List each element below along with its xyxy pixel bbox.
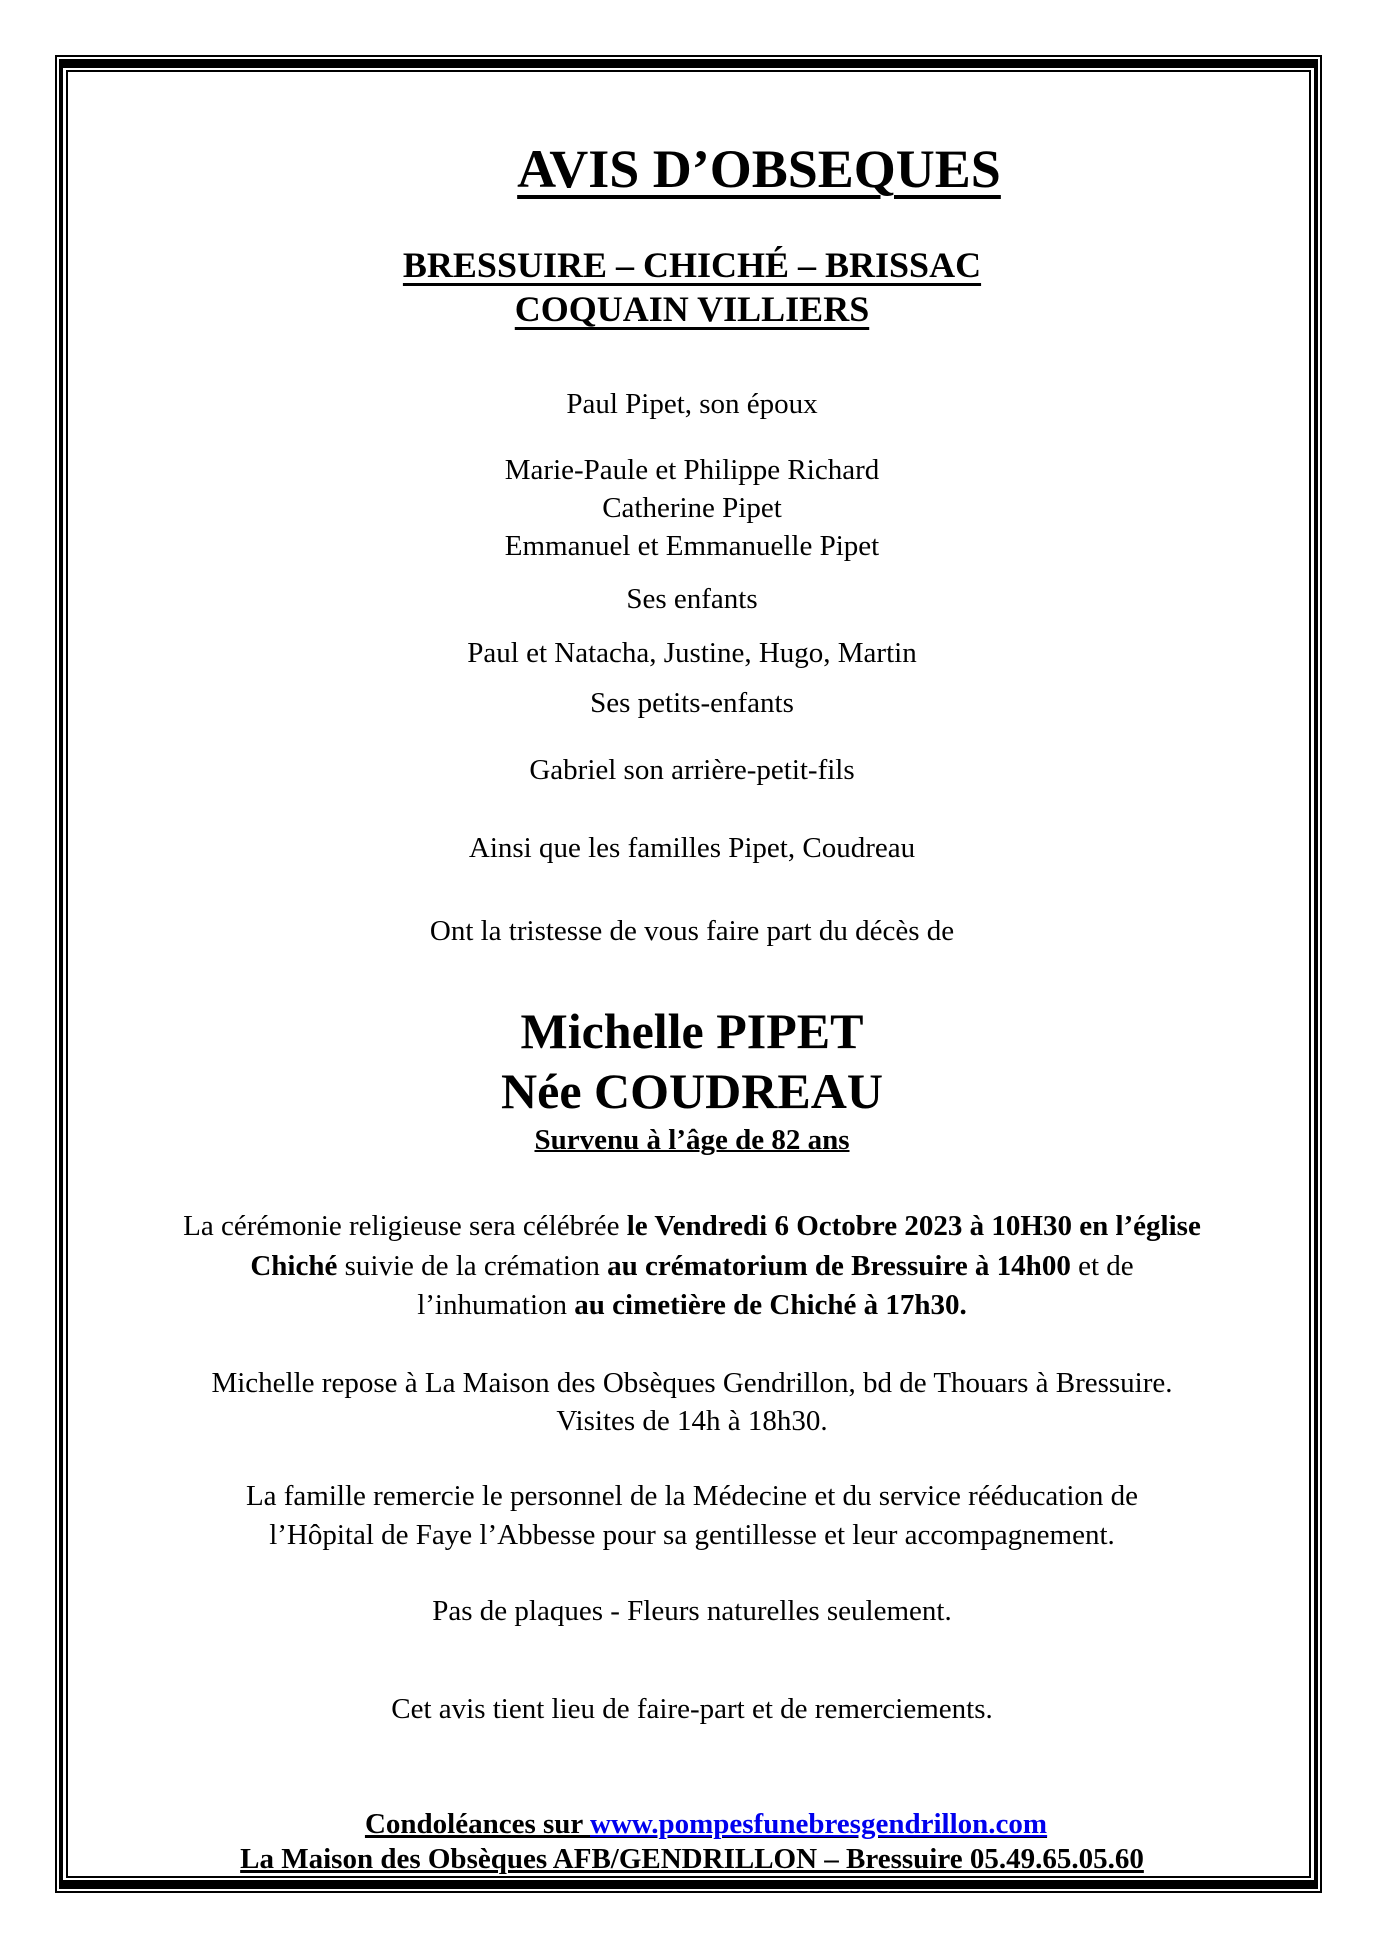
ceremony-text: suivie de la crémation [337, 1250, 608, 1282]
child: Marie-Paule et Philippe Richard [504, 454, 880, 486]
children-label: Ses enfants [626, 583, 758, 615]
ceremony-line-3 [0, 1285, 1378, 1325]
ceremony-text: l’inhumation [417, 1289, 575, 1321]
burial-info: au cimetière de Chiché à 17h30. [574, 1289, 967, 1321]
ceremony-date: le Vendredi 6 Octobre 2023 à 10H30 en l’église [626, 1210, 1201, 1242]
locations-line-2: COQUAIN VILLIERS [514, 289, 870, 329]
deceased-maiden-name: Née COUDREAU [501, 1063, 883, 1119]
contact-line: La Maison des Obsèques AFB/GENDRILLON – Bressuire 05.49.65.05.60 [240, 1843, 1144, 1875]
ceremony-line-1 [0, 1206, 1378, 1246]
document-title: AVIS D’OBSEQUES [517, 139, 1001, 199]
thanks-line-2: l’Hôpital de Faye l’Abbesse pour sa gentillesse et leur accompagnement. [269, 1519, 1115, 1551]
grandchildren-label: Ses petits-enfants [590, 687, 794, 719]
cremation-info: au crématorium de Bressuire à 14h00 [607, 1250, 1071, 1282]
deceased-name: Michelle PIPET [520, 1003, 864, 1059]
announcement: Ont la tristesse de vous faire part du décès de [429, 915, 955, 947]
child: Catherine Pipet [602, 492, 782, 524]
ceremony-line-2 [0, 1246, 1378, 1286]
condolences-line [14, 1804, 1378, 1844]
great-grandchild: Gabriel son arrière-petit-fils [529, 754, 855, 786]
website-link[interactable]: www.pompesfunebresgendrillon.com [590, 1808, 1048, 1840]
child: Emmanuel et Emmanuelle Pipet [504, 530, 880, 562]
condolences-label: Condoléances sur [364, 1808, 590, 1840]
deceased-age: Survenu à l’âge de 82 ans [534, 1124, 850, 1156]
flowers-note: Pas de plaques - Fleurs naturelles seulement. [432, 1595, 952, 1627]
thanks-line-1: La famille remercie le personnel de la Médecine et du service rééducation de [245, 1480, 1139, 1512]
notice: Cet avis tient lieu de faire-part et de remerciements. [391, 1693, 993, 1725]
ceremony-text: La cérémonie religieuse sera célébrée [183, 1210, 627, 1242]
ceremony-place: Chiché [250, 1250, 338, 1282]
locations-line-1: BRESSUIRE – CHICHÉ – BRISSAC [402, 245, 982, 285]
spouse: Paul Pipet, son époux [566, 388, 818, 420]
families: Ainsi que les familles Pipet, Coudreau [468, 832, 916, 864]
ceremony-text: et de [1070, 1250, 1134, 1282]
visiting-hours: Visites de 14h à 18h30. [556, 1405, 828, 1437]
grandchildren: Paul et Natacha, Justine, Hugo, Martin [467, 637, 917, 669]
rest-location: Michelle repose à La Maison des Obsèques Gendrillon, bd de Thouars à Bressuire. [211, 1367, 1173, 1399]
